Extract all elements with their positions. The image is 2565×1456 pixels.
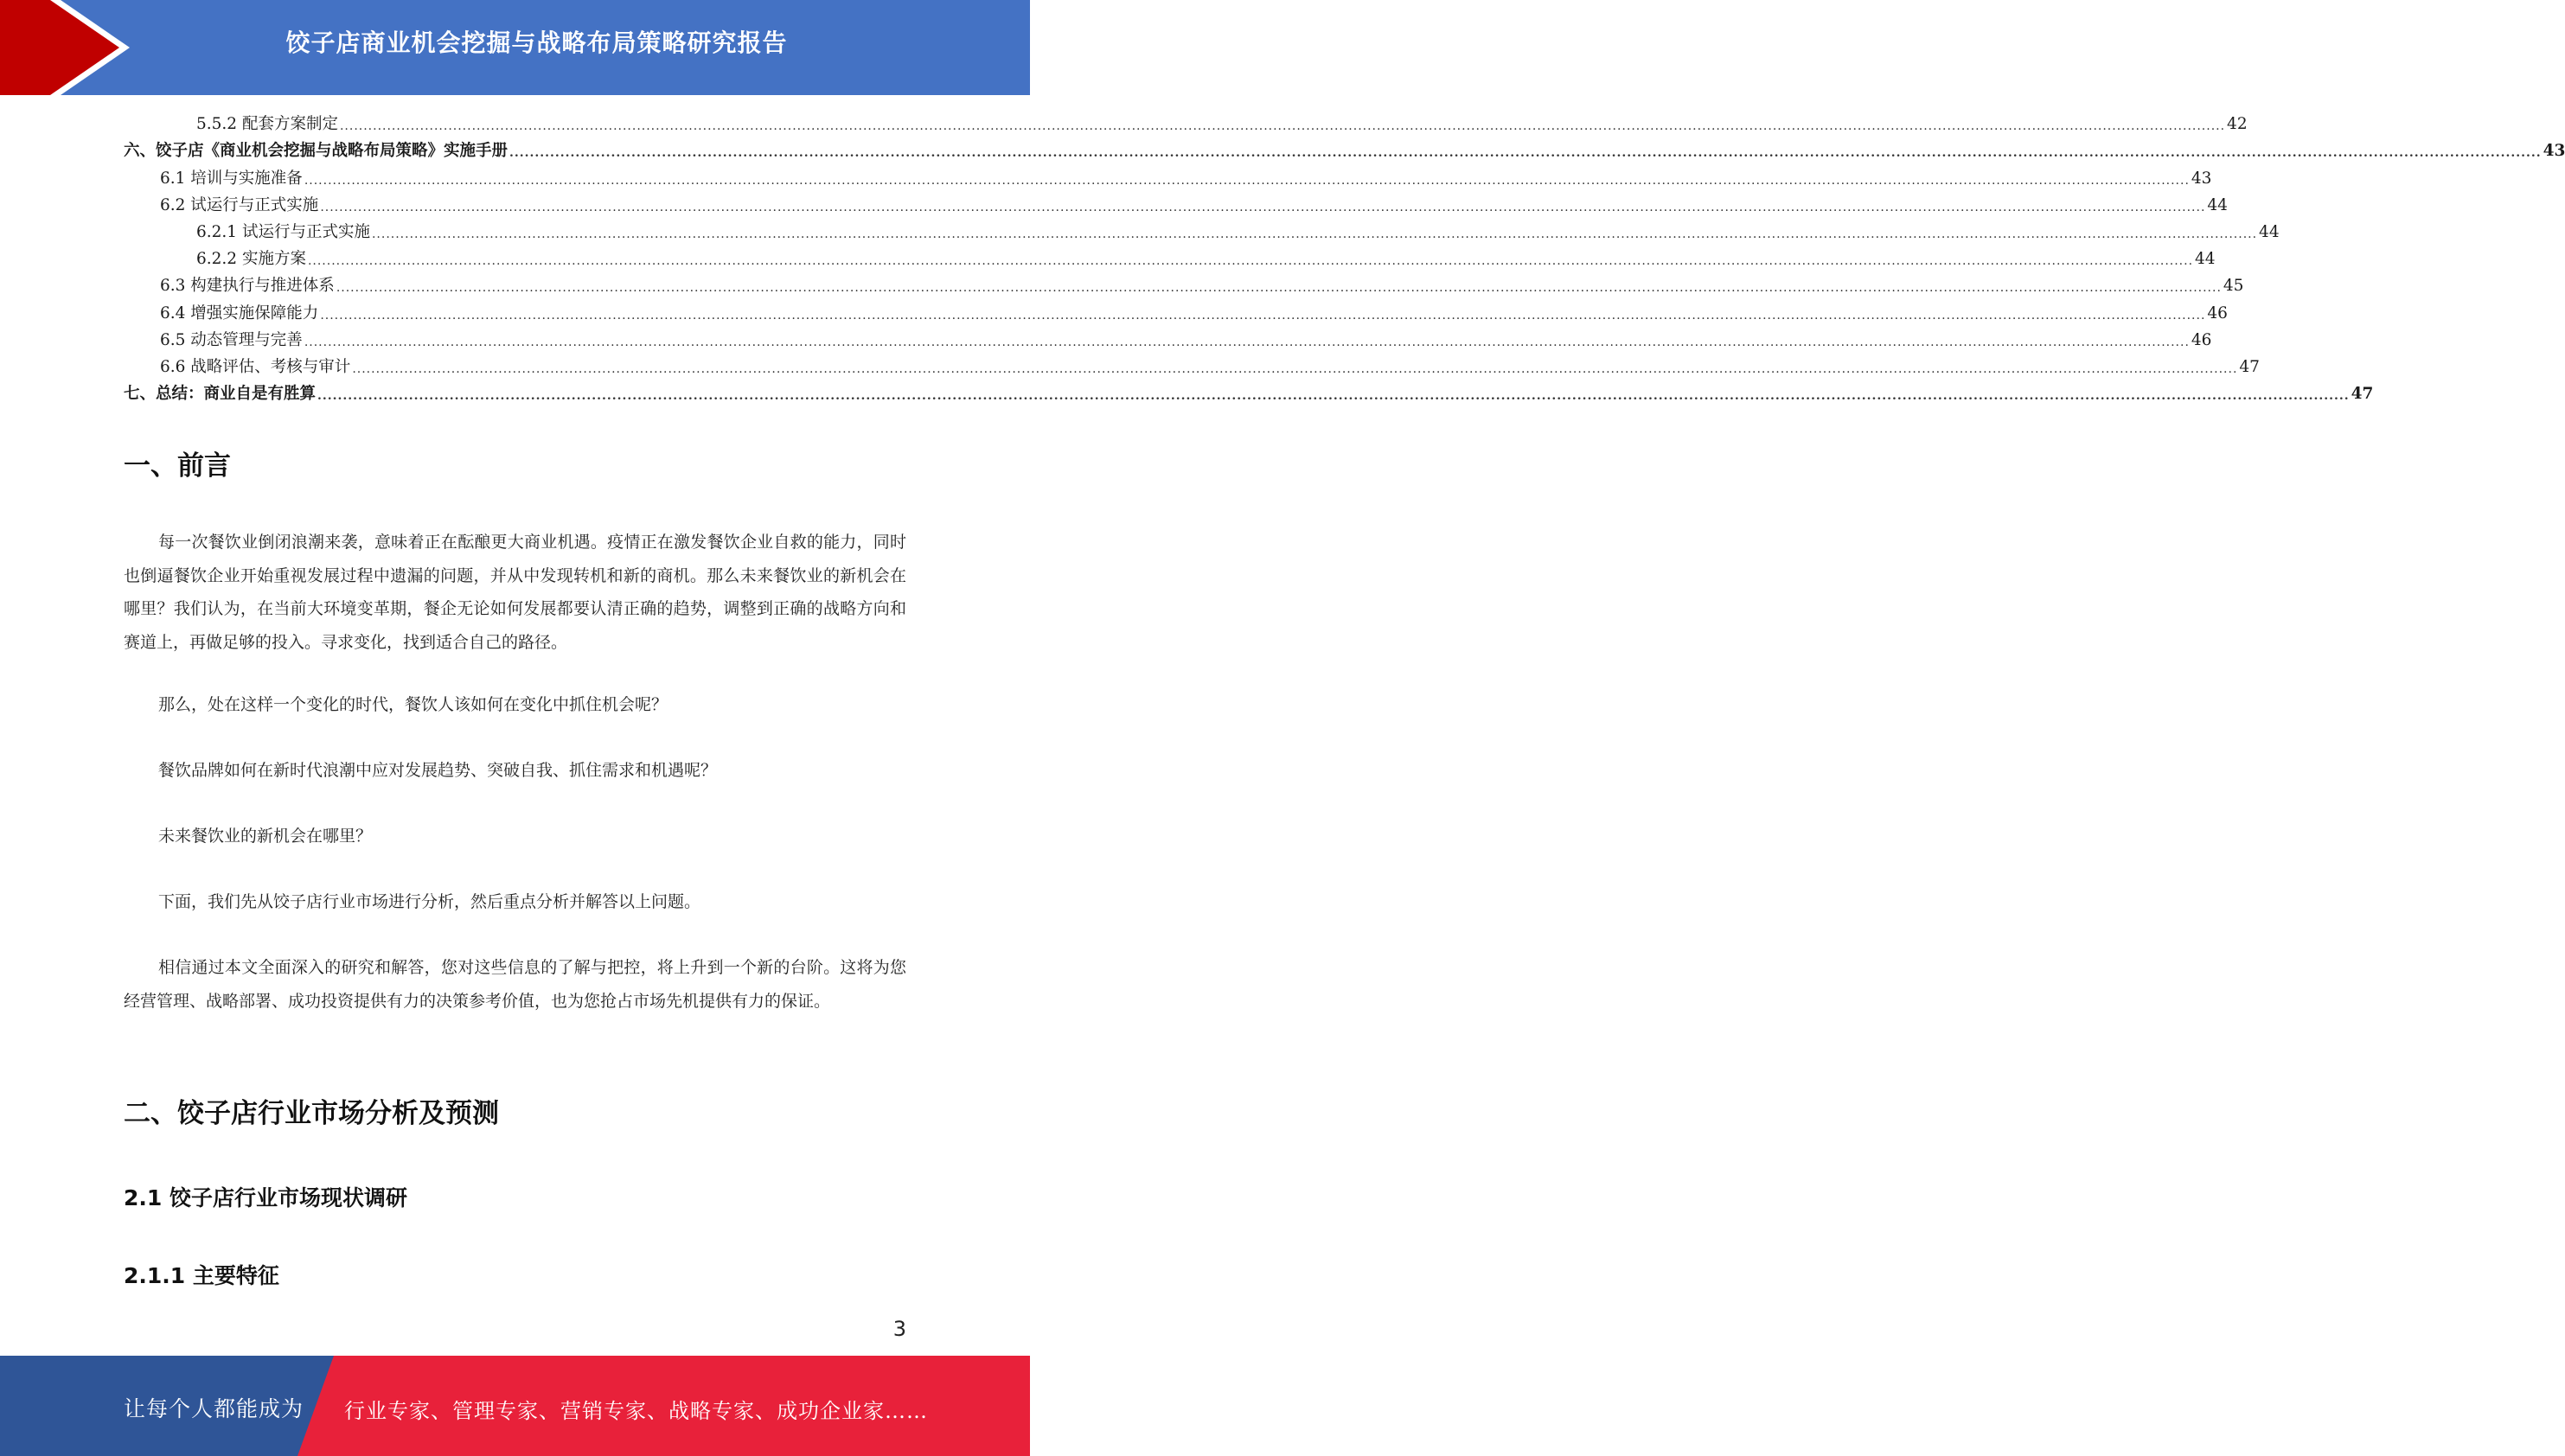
toc-leader-dots: ................................................................................................................................................................................................................................................................................................................................................................................................................ xyxy=(304,173,2190,188)
toc-entry[interactable] xyxy=(124,192,2228,219)
section-heading-preface: 一、前言 xyxy=(124,450,231,482)
toc-entry-page: 43 xyxy=(2543,142,2565,161)
toc-entry[interactable] xyxy=(124,246,2216,272)
paragraph: 餐饮品牌如何在新时代浪潮中应对发展趋势、突破自我、抓住需求和机遇呢？ xyxy=(158,761,718,780)
toc-leader-dots: ................................................................................................................................................................................................................................................................................................................................................................................................................ xyxy=(336,281,2222,296)
toc-entry[interactable] xyxy=(124,272,2244,299)
toc-entry-page: 45 xyxy=(2223,277,2244,296)
document-title: 饺子店商业机会挖掘与战略布局策略研究报告 xyxy=(285,29,788,57)
toc-entry[interactable] xyxy=(124,219,2280,246)
section-heading-market-analysis: 二、饺子店行业市场分析及预测 xyxy=(124,1098,499,1129)
footer-slogan-right: 行业专家、管理专家、营销专家、战略专家、成功企业家…… xyxy=(344,1399,928,1423)
toc-leader-dots: ................................................................................................................................................................................................................................................................................................................................................................................................................ xyxy=(339,119,2226,134)
subsection-heading: 2.1 饺子店行业市场现状调研 xyxy=(124,1185,407,1210)
toc-entry-label: 六、饺子店《商业机会挖掘与战略布局策略》实施手册 xyxy=(124,142,509,161)
toc-entry-page: 43 xyxy=(2191,169,2212,188)
toc-entry-page: 44 xyxy=(2195,250,2216,269)
toc-entry-label: 6.2.2 实施方案 xyxy=(196,250,306,269)
header-arrow-graphic xyxy=(0,0,138,95)
toc-leader-dots: ................................................................................................................................................................................................................................................................................................................................................................................................................ xyxy=(371,227,2258,241)
table-of-contents xyxy=(124,111,2565,407)
toc-entry-page: 44 xyxy=(2259,222,2280,241)
toc-entry-page: 47 xyxy=(2239,357,2260,376)
toc-entry-page: 44 xyxy=(2207,195,2228,214)
toc-entry[interactable] xyxy=(124,111,2248,137)
subsection-heading: 2.1.1 主要特征 xyxy=(124,1263,279,1288)
footer-slogan-left: 让每个人都能成为 xyxy=(124,1396,304,1421)
toc-leader-dots: ................................................................................................................................................................................................................................................................................................................................................................................................................ xyxy=(307,254,2194,269)
paragraph: 那么，处在这样一个变化的时代，餐饮人该如何在变化中抓住机会呢？ xyxy=(158,695,668,714)
toc-entry[interactable] xyxy=(124,354,2260,380)
toc-entry[interactable] xyxy=(124,164,2212,191)
toc-entry-page: 46 xyxy=(2191,330,2212,349)
toc-entry[interactable] xyxy=(124,299,2228,326)
toc-entry-label: 6.3 构建执行与推进体系 xyxy=(160,277,335,296)
toc-entry[interactable] xyxy=(124,380,2374,407)
toc-entry-label: 5.5.2 配套方案制定 xyxy=(196,115,338,134)
paragraph: 未来餐饮业的新机会在哪里？ xyxy=(158,827,373,846)
paragraph: 下面，我们先从饺子店行业市场进行分析，然后重点分析并解答以上问题。 xyxy=(158,892,701,911)
toc-entry-label: 七、总结：商业自是有胜算 xyxy=(124,385,317,404)
toc-entry[interactable] xyxy=(124,137,2565,164)
page-number: 3 xyxy=(892,1317,906,1341)
toc-entry-label: 6.1 培训与实施准备 xyxy=(160,169,303,188)
toc-leader-dots: ................................................................................................................................................................................................................................................................................................................................................................................................................ xyxy=(304,335,2190,349)
toc-leader-dots: ................................................................................................................................................................................................................................................................................................................................................................................................................ xyxy=(352,361,2238,376)
toc-leader-dots: ................................................................................................................................................................................................................................................................................................................................................................................................................ xyxy=(317,389,2350,404)
page-header xyxy=(0,0,1030,95)
toc-entry-page: 46 xyxy=(2207,303,2228,322)
toc-leader-dots: ................................................................................................................................................................................................................................................................................................................................................................................................................ xyxy=(320,308,2206,322)
toc-entry-page: 42 xyxy=(2227,115,2248,134)
toc-entry-label: 6.4 增强实施保障能力 xyxy=(160,303,319,322)
toc-entry-label: 6.6 战略评估、考核与审计 xyxy=(160,357,351,376)
paragraph: 每一次餐饮业倒闭浪潮来袭，意味着正在酝酿更大商业机遇。疫情正在激发餐饮企业自救的能力，同时也倒逼餐饮企业开始重视发展过程中遗漏的问题，并从中发现转机和新的商机。那么未来餐饮业的新机会在哪里？我们认为，在当前大环境变革期，餐企无论如何发展都要认清正确的趋势，调整到正确的战略方向和赛道上，再做足够的投入。寻求变化，找到适合自己的路径。 xyxy=(124,533,906,652)
toc-entry-label: 6.5 动态管理与完善 xyxy=(160,330,303,349)
toc-entry-label: 6.2 试运行与正式实施 xyxy=(160,195,319,214)
toc-entry-page: 47 xyxy=(2351,385,2374,404)
paragraph: 相信通过本文全面深入的研究和解答，您对这些信息的了解与把控，将上升到一个新的台阶。这将为您经营管理、战略部署、成功投资提供有力的决策参考价值，也为您抢占市场先机提供有力的保证。 xyxy=(124,958,906,1011)
toc-leader-dots: ................................................................................................................................................................................................................................................................................................................................................................................................................ xyxy=(509,146,2542,161)
toc-entry[interactable] xyxy=(124,327,2212,354)
toc-leader-dots: ................................................................................................................................................................................................................................................................................................................................................................................................................ xyxy=(320,200,2206,214)
toc-entry-label: 6.2.1 试运行与正式实施 xyxy=(196,222,370,241)
page-footer xyxy=(0,1356,1030,1456)
